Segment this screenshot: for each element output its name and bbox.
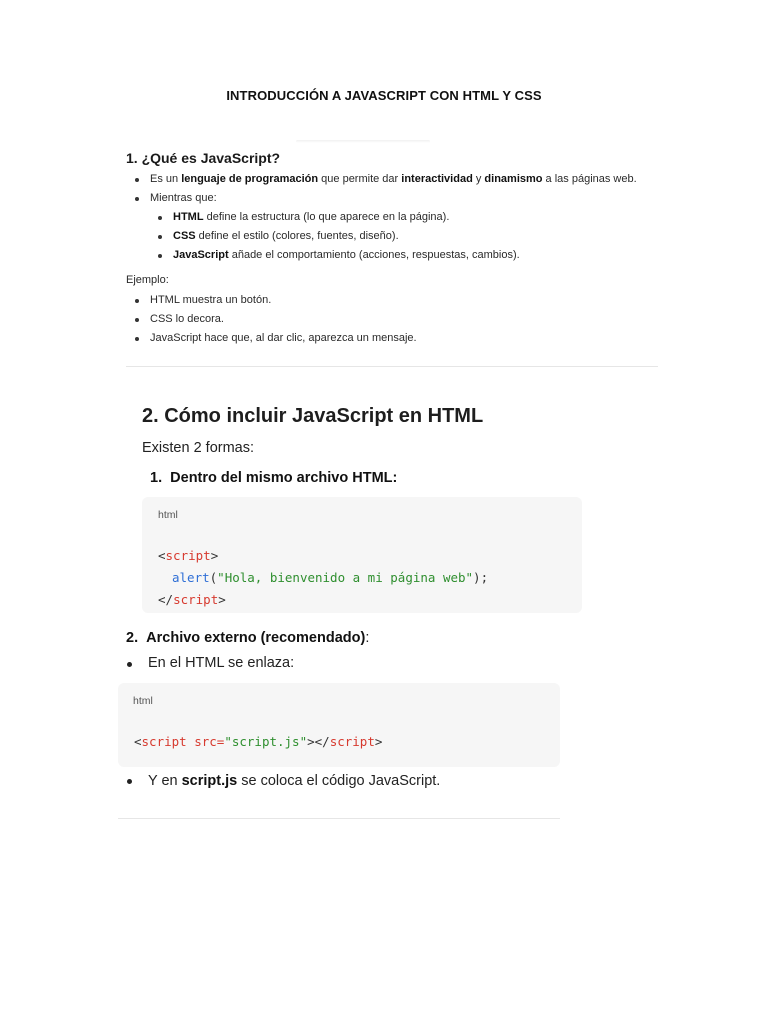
document-title: INTRODUCCIÓN A JAVASCRIPT CON HTML Y CSS: [226, 88, 542, 103]
section-1-heading: 1. ¿Qué es JavaScript?: [126, 150, 281, 166]
section-1-list: [128, 170, 688, 265]
code-line: <script>: [158, 548, 219, 563]
list-item: CSS define el estilo (colores, fuentes, diseño).: [128, 227, 688, 246]
code-line: <script src="script.js"></script>: [134, 734, 383, 749]
example-label: Ejemplo:: [126, 274, 169, 286]
code-block-inline: [142, 497, 582, 613]
list-item: HTML define la estructura (lo que aparece en la página).: [128, 208, 688, 227]
section-2-heading: 2. Cómo incluir JavaScript en HTML: [142, 405, 484, 427]
example-list: [128, 291, 688, 348]
method-1-item: 1. Dentro del mismo archivo HTML:: [150, 470, 398, 486]
bullet-script-text: Y en script.js se coloca el código JavaScript.: [148, 773, 441, 789]
bullet-link-text: En el HTML se enlaza:: [148, 655, 295, 671]
code-block-external: [118, 683, 560, 767]
list-item: CSS lo decora.: [128, 310, 688, 329]
section-2-intro: Existen 2 formas:: [142, 440, 255, 456]
list-item: Mientras que:: [128, 189, 688, 208]
decorative-divider: [296, 140, 430, 143]
code-language-label: html: [133, 695, 153, 707]
code-line: </script>: [158, 592, 226, 607]
method-2-item: 2. Archivo externo (recomendado):: [126, 630, 370, 646]
bullet-dot: [127, 662, 132, 667]
list-item: JavaScript añade el comportamiento (acciones, respuestas, cambios).: [128, 246, 688, 265]
list-item: Es un lenguaje de programación que permite dar interactividad y dinamismo a las páginas web.: [128, 170, 688, 189]
list-item: HTML muestra un botón.: [128, 291, 688, 310]
list-item: JavaScript hace que, al dar clic, aparezca un mensaje.: [128, 329, 688, 348]
bullet-dot: [127, 779, 132, 784]
section-divider: [118, 818, 560, 819]
code-line: alert("Hola, bienvenido a mi página web");: [172, 570, 489, 585]
section-divider: [126, 366, 658, 367]
code-language-label: html: [158, 509, 178, 521]
